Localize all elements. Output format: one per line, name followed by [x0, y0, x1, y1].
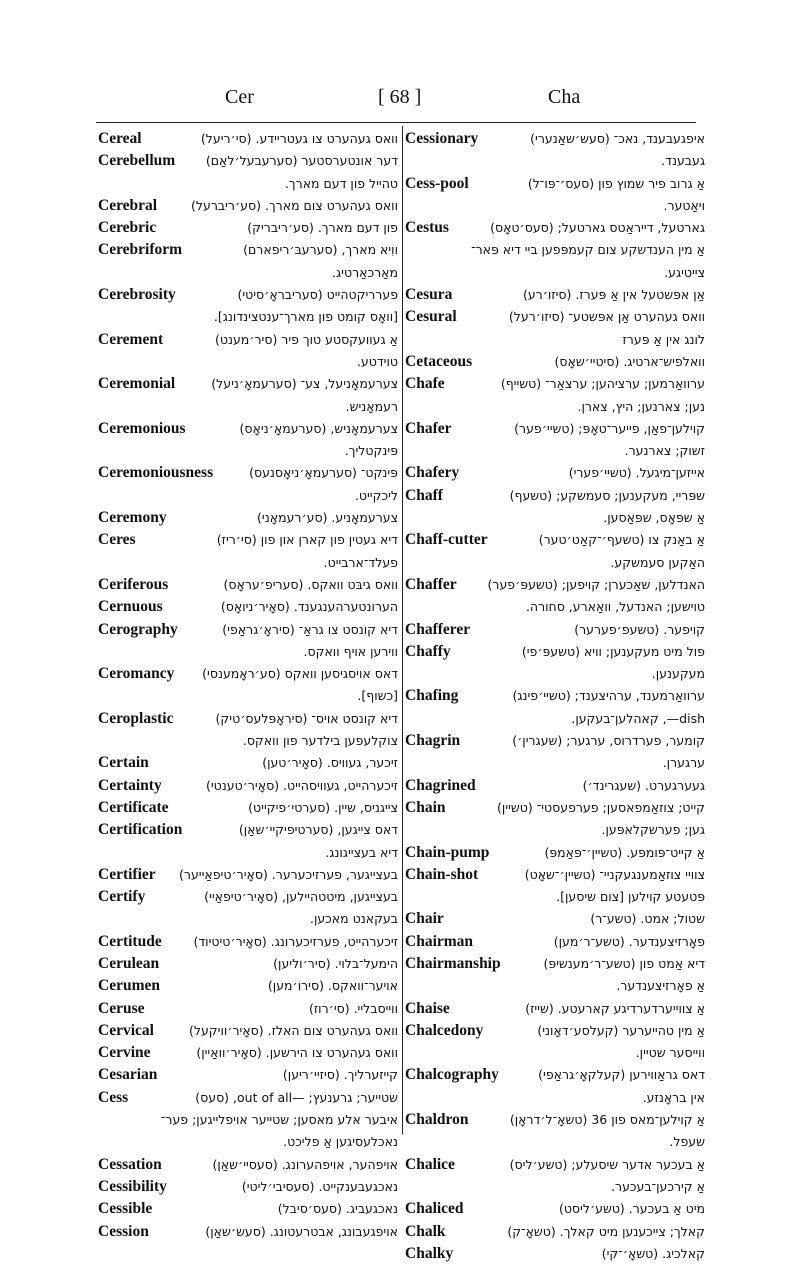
dictionary-entry [405, 418, 705, 440]
dictionary-entry [405, 730, 705, 752]
dictionary-entry [405, 529, 705, 551]
dictionary-entry [405, 797, 705, 819]
definition-text: טוידטע. [356, 353, 398, 369]
definition-text: צערעמאָניע. (סע׳רעמאָני) [257, 510, 398, 526]
header-rule [96, 122, 696, 123]
entry-continuation [405, 1176, 705, 1198]
definition-text: אַ קוילען־מאס פון 36 (טשאָ־ל׳דראָן) [509, 1112, 705, 1128]
dictionary-entry [405, 1020, 705, 1042]
dictionary-entry [405, 1221, 705, 1243]
definition-text: וואס געהערט צום מארך. (סע׳ריברעל) [191, 197, 398, 213]
definition-text: ערוואַרמענד, ערהיצענד; (טשיי׳פינג) [512, 688, 705, 704]
dictionary-entry [98, 128, 398, 150]
definition-text: ווִיא מארך, (סערעבּ׳ריפארם) [243, 242, 398, 258]
entry-continuation [98, 908, 398, 930]
definition-text: וואס געהערט צו הירשען. (סאָיר׳וואַיין) [196, 1045, 398, 1061]
headword: Ceriferous [98, 575, 169, 593]
definition-text: שפּריי, מעקענען; סעמשקע; (טשעף) [509, 487, 705, 503]
headword: Cervine [98, 1044, 151, 1062]
dictionary-entry [405, 1109, 705, 1131]
definition-text: זיכערהייט, פערזיכערונג. (סאָיר׳טיטיוד) [193, 933, 398, 949]
headword: Ceremonial [98, 375, 176, 393]
dictionary-entry [405, 217, 705, 239]
dictionary-entry [98, 329, 398, 351]
entry-continuation [98, 351, 398, 373]
definition-text: פול מיט מעקענען; וויא (טשעפּ׳פי) [521, 643, 705, 659]
definition-text: רעמאָניש. [345, 398, 398, 414]
headword: Cerebrosity [98, 286, 176, 304]
entry-continuation [98, 1109, 398, 1131]
dictionary-entry [98, 507, 398, 529]
definition-text: שטייער; גרענעץ; —out of all, (סעס) [195, 1089, 398, 1105]
dictionary-entry [98, 975, 398, 997]
entry-continuation [98, 1131, 398, 1153]
definition-text: ווייסער שטיין. [635, 1045, 705, 1061]
dictionary-entry [405, 641, 705, 663]
headword: Chaffer [405, 575, 457, 593]
definition-text: זשוק; צארנער. [624, 443, 705, 459]
headword: Cession [98, 1222, 149, 1240]
definition-text: זיכער, געוויס. (סאָיר׳טען) [262, 755, 398, 771]
definition-text: געבענד. [661, 153, 705, 169]
definition-text: אַ צווייערדערדיגע קארעטע. (שייז) [525, 1000, 705, 1016]
headword: Cess-pool [405, 174, 469, 192]
definition-text: צייטיגע. [664, 264, 705, 280]
entry-continuation [405, 507, 705, 529]
definition-text: צערעמאָניעל, צע־ (סערעמאָ׳ניעל) [211, 376, 398, 392]
dictionary-entry [98, 1020, 398, 1042]
definition-text: אַ באַנק צו (טשעף׳־קאַט׳טער) [538, 532, 705, 548]
definition-text: טוישען; האנדעל, וואַארע, סחורה. [525, 599, 705, 615]
definition-text: דיא געטין פון קארן און פון (סי׳ריז) [216, 532, 398, 548]
definition-text: פאָרזיצענדער. (טשע־ר׳מען) [553, 933, 705, 949]
dictionary-entry [98, 1176, 398, 1198]
header-guide-word-left: Cer [225, 86, 254, 108]
dictionary-entry [98, 150, 398, 172]
dictionary-entry [405, 842, 705, 864]
definition-text: דאס גראַווירען (קעלקאָ׳גראַפי) [538, 1067, 705, 1083]
entry-continuation [405, 663, 705, 685]
definition-text: בעצייגער, פערזיכערער. (סאָיר׳טיפאַייער) [179, 866, 398, 882]
headword: Cesura [405, 286, 453, 304]
dictionary-entry [405, 864, 705, 886]
definition-text: פעלד־ארבייט. [323, 554, 398, 570]
headword: Cesural [405, 308, 457, 326]
dictionary-entry [98, 775, 398, 797]
headword: Certificate [98, 798, 169, 816]
headword: Chaise [405, 999, 450, 1017]
definition-text: נאכלעסיגען אַ פליכט. [283, 1134, 398, 1150]
headword: Cessionary [405, 130, 479, 147]
definition-text: קייט; צוזאַמפאסען; פערפעסטי־ (טשיין) [497, 799, 705, 815]
entry-continuation [405, 752, 705, 774]
entry-continuation [405, 239, 705, 261]
definition-text: פון דעם מארך. (סע׳ריבריק) [247, 220, 398, 236]
headword: Chalcography [405, 1066, 499, 1084]
definition-text: ערגערן. [662, 755, 705, 771]
headword: Chalcedony [405, 1021, 484, 1039]
dictionary-entry [98, 708, 398, 730]
dictionary-entry [98, 529, 398, 551]
dictionary-entry [405, 908, 705, 930]
header-guide-word-right: Cha [548, 86, 581, 108]
definition-text: dish—, קאהלען־בעקען. [571, 710, 705, 726]
headword: Ceres [98, 531, 136, 549]
definition-text: אַ מין הענדשקע צום קעמפּפען ביי דיא פּאר־ [471, 242, 705, 258]
entry-continuation [98, 685, 398, 707]
entry-continuation [98, 485, 398, 507]
dictionary-entry [98, 462, 398, 484]
definition-text: גארטעל, דייראַטס גארטעל; (סעס׳טאָס) [490, 220, 705, 236]
dictionary-entry [98, 864, 398, 886]
definition-text: נאכגעביג. (סעס׳סיבל) [277, 1201, 398, 1217]
definition-text: אַ בעכער אדער שיסעלע; (טשע׳ליס) [509, 1156, 705, 1172]
dictionary-entry [405, 373, 705, 395]
definition-text: דאס אויסגיסען וואקס (סע׳ראָמענסי) [202, 666, 398, 682]
definition-text: פּינקטליך. [344, 443, 398, 459]
definition-text: ליכקייט. [354, 487, 398, 503]
definition-text: בעקאנט מאכען. [309, 911, 398, 927]
definition-text: אויער־וואקס. (סירו׳מען) [267, 978, 398, 994]
headword: Chalk [405, 1222, 446, 1240]
definition-text: טהייל פון דעם מארך. [284, 175, 398, 191]
definition-text: [כשוף]. [357, 688, 398, 704]
headword: Cerography [98, 620, 178, 638]
dictionary-entry [98, 373, 398, 395]
definition-text: דיא קונסט אויס־ (סיראָפּלעס׳טיק) [215, 710, 398, 726]
dictionary-entry [98, 1042, 398, 1064]
entry-continuation [405, 975, 705, 997]
headword: Cess [98, 1088, 129, 1106]
entry-continuation [98, 641, 398, 663]
entry-continuation [405, 819, 705, 841]
definition-text: אַ קייט־פּומפּע. (טשיין׳־פּאַמפּ) [544, 844, 705, 860]
entry-continuation [98, 440, 398, 462]
definition-text: וואס געהערט צום האלז. (סאָיר׳וויקעל) [188, 1022, 398, 1038]
headword: Chaffy [405, 642, 451, 660]
headword: Chaff-cutter [405, 531, 488, 549]
dictionary-entry [405, 173, 705, 195]
dictionary-entry [405, 574, 705, 596]
headword: Chain [405, 798, 446, 816]
dictionary-entry [405, 775, 705, 797]
headword: Cessation [98, 1155, 162, 1173]
definition-text: צוויי צוזאַמענגעקניי־ (טשיין׳־שאָט) [524, 866, 705, 882]
definition-text: שעפל. [669, 1134, 705, 1150]
entry-continuation [98, 262, 398, 284]
dictionary-entry [98, 953, 398, 975]
headword: Cerumen [98, 977, 160, 995]
definition-text: ויאַטער. [663, 197, 705, 213]
entry-continuation [405, 886, 705, 908]
definition-text: [וואָס קומט פון מארך־ענטצינדונג]. [213, 309, 398, 325]
definition-text: וואס גיבּט וואקס. (סעריפ׳עראָס) [223, 576, 398, 592]
headword: Chaff [405, 486, 443, 504]
entry-continuation [405, 1131, 705, 1153]
definition-text: ווירען אויף וואקס. [303, 643, 398, 659]
headword: Chafferer [405, 620, 471, 638]
definition-text: קומער, פערדרוס, ערגער; (שעגרין׳) [512, 733, 705, 749]
headword: Certification [98, 821, 183, 839]
headword: Cerebriform [98, 241, 183, 259]
definition-text: מאַרכאַרטיג. [332, 264, 398, 280]
entry-continuation [405, 329, 705, 351]
definition-text: לונג אין אַ פּערז [622, 331, 705, 347]
headword: Chagrined [405, 776, 476, 794]
definition-text: דער אונטערסטער (סערעבעל׳לאַם) [205, 153, 398, 169]
dictionary-entry [98, 752, 398, 774]
definition-text: דאס צייגען, (סערטיפיקיי׳שאַן) [238, 822, 398, 838]
entry-continuation [98, 173, 398, 195]
definition-text: נען; צארנען; היץ, צארן. [577, 398, 705, 414]
definition-text: ווייסבליי. (סי׳רוז) [308, 1000, 398, 1016]
definition-text: אייזען־מיגעל. (טשיי׳פערי) [568, 465, 705, 481]
entry-continuation [405, 552, 705, 574]
entry-continuation [98, 306, 398, 328]
headword: Chaldron [405, 1111, 469, 1129]
headword: Ceremonious [98, 419, 186, 437]
headword: Chair [405, 910, 444, 928]
dictionary-entry [98, 195, 398, 217]
definition-text: קייזערליך. (סיזיי׳ריען) [282, 1067, 398, 1083]
definition-text: וואס געהערט אַן אפּשטע־ (סיזו׳רעל) [508, 309, 705, 325]
definition-text: שטול; אמט. (טשע־ר) [590, 911, 705, 927]
definition-text: איפגעבענד, נאכ־ (סעש׳שאַנערי) [530, 131, 705, 146]
headword: Cerement [98, 330, 164, 348]
dictionary-entry [405, 485, 705, 507]
dictionary-entry [98, 931, 398, 953]
definition-text: האנדלען, שאַכערן; קויפען; (טשעפּ׳פער) [487, 576, 705, 592]
entry-continuation [405, 596, 705, 618]
dictionary-entry [405, 619, 705, 641]
dictionary-entry [405, 462, 705, 484]
headword: Chain-shot [405, 865, 479, 883]
headword: Certify [98, 888, 146, 906]
dictionary-entry [98, 1087, 398, 1109]
headword: Chagrin [405, 732, 461, 750]
definition-text: פּטעטע קוילען [צום שיסען]. [556, 889, 705, 905]
right-column [405, 128, 705, 1265]
definition-text: קאלך; צייכענען מיט קאלך. (טשאָ־ק) [507, 1223, 705, 1239]
entry-continuation [405, 1087, 705, 1109]
headword: Cessible [98, 1200, 153, 1218]
entry-continuation [405, 396, 705, 418]
headword: Chafing [405, 687, 459, 705]
entry-continuation [98, 842, 398, 864]
definition-text: הערונטערהענגענד. (סאָיר׳ניואָס) [220, 599, 398, 615]
dictionary-entry [98, 574, 398, 596]
definition-text: אַ פאָרזיצענדער. [616, 978, 705, 994]
definition-text: מעקענען. [651, 666, 705, 682]
headword: Chafer [405, 419, 452, 437]
dictionary-entry [405, 284, 705, 306]
dictionary-entry [405, 1198, 705, 1220]
headword: Cervical [98, 1021, 154, 1039]
dictionary-entry [98, 284, 398, 306]
dictionary-entry [98, 1221, 398, 1243]
headword: Certitude [98, 932, 162, 950]
page-header [0, 86, 788, 116]
definition-text: אַ גרוב פיר שמוץ פון (סעס׳־פּו־ל) [527, 175, 705, 191]
dictionary-entry [405, 998, 705, 1020]
headword: Ceremoniousness [98, 464, 214, 482]
definition-text: פּינקט־ (סערעמאָ׳ניאָסנעס) [249, 465, 398, 481]
headword: Cereal [98, 130, 142, 147]
dictionary-entry [98, 239, 398, 261]
definition-text: האַקען סעמשקע. [610, 554, 705, 570]
definition-text: ערוואַרמען; ערציהען; ערצאַר־ (טשייף) [500, 376, 705, 392]
headword: Ceroplastic [98, 709, 174, 727]
headword: Chalice [405, 1155, 455, 1173]
definition-text: צוקלעפען בילדער פון וואקס. [242, 733, 398, 749]
dictionary-entry [98, 797, 398, 819]
entry-continuation [405, 195, 705, 217]
entry-continuation [405, 150, 705, 172]
headword: Cerebellum [98, 152, 176, 170]
definition-text: געערגערט. (שעגרינד׳) [582, 777, 705, 793]
headword: Certifier [98, 865, 156, 883]
headword: Cetaceous [405, 352, 473, 370]
headword: Cesarian [98, 1066, 158, 1084]
definition-text: אַ קירכען־בעכער. [611, 1178, 705, 1194]
definition-text: נאכגעבענקייט. (סעסיבי׳ליטי) [241, 1178, 398, 1194]
entry-continuation [405, 262, 705, 284]
definition-text: פערריקטהייט (סעריבראָ׳סיטי) [237, 287, 398, 303]
definition-text: זיכערהייט, געוויסהייט. (סאָיר׳טענטי) [205, 777, 398, 793]
headword: Certain [98, 754, 149, 772]
column-divider [402, 126, 403, 1134]
headword: Cernuous [98, 598, 163, 616]
entry-continuation [405, 708, 705, 730]
headword: Cerulean [98, 954, 160, 972]
entry-continuation [98, 730, 398, 752]
headword: Chairmanship [405, 954, 501, 972]
headword: Ceromancy [98, 665, 175, 683]
headword: Cerebral [98, 196, 158, 214]
headword: Chain-pump [405, 843, 490, 861]
definition-text: קוילען־פאַן, פייער־טאָפּ; (טשיי׳פער) [514, 420, 705, 436]
dictionary-entry [405, 1243, 705, 1265]
dictionary-entry [98, 217, 398, 239]
definition-text: גען; פערשקלאפּען. [601, 822, 705, 838]
dictionary-entry [405, 1064, 705, 1086]
definition-text: וואס געהערט צו געטריידע. (סי׳ריעל) [200, 131, 398, 146]
headword: Certainty [98, 776, 162, 794]
definition-text: צייגניס, שיין. (סערטי׳פיקייט) [248, 799, 398, 815]
dictionary-entry [98, 596, 398, 618]
definition-text: דיא קונסט צו גראַ־ (סיראָ׳גראַפי) [222, 621, 398, 637]
definition-text: קאלכיג. (טשאָ׳־קי) [601, 1245, 705, 1261]
page-number: [ 68 ] [378, 86, 422, 108]
definition-text: אויפגעבונג, אבטרעטונג. (סעש׳שאַן) [205, 1223, 398, 1239]
dictionary-entry [98, 418, 398, 440]
headword: Cestus [405, 219, 449, 237]
headword: Chaliced [405, 1200, 464, 1218]
definition-text: וואלפיש־ארטיג. (סיטיי׳שאָס) [554, 353, 705, 369]
dictionary-entry [98, 619, 398, 641]
definition-text: בעצייגען, מיטטהיילען, (סאָיר׳טיפאַיי) [204, 889, 398, 905]
dictionary-entry [98, 663, 398, 685]
dictionary-entry [405, 931, 705, 953]
headword: Ceruse [98, 999, 145, 1017]
definition-text: אַ מין טהייערער (קעלסע׳דאָוני) [537, 1022, 705, 1038]
definition-text: אַ שפּאָס, שפּאַסען. [603, 510, 705, 526]
dictionary-entry [405, 953, 705, 975]
dictionary-entry [98, 998, 398, 1020]
dictionary-entry [405, 351, 705, 373]
dictionary-entry [98, 1154, 398, 1176]
dictionary-entry [405, 306, 705, 328]
headword: Chafe [405, 375, 445, 393]
entry-continuation [98, 396, 398, 418]
dictionary-entry [98, 1064, 398, 1086]
definition-text: מיט אַ בעכער. (טשע׳ליסט) [558, 1201, 705, 1217]
dictionary-entry [405, 685, 705, 707]
dictionary-entry [98, 819, 398, 841]
definition-text: צערעמאָניש, (סערעמאָ׳ניאָס) [239, 420, 398, 436]
entry-continuation [405, 440, 705, 462]
headword: Cessibility [98, 1177, 167, 1195]
definition-text: דיא בעצייגונג. [325, 844, 398, 860]
entry-continuation [405, 1042, 705, 1064]
headword: Cerebric [98, 219, 157, 237]
headword: Ceremony [98, 509, 167, 527]
entry-continuation [98, 552, 398, 574]
definition-text: קויפער. (טשעפ׳פערער) [574, 621, 705, 637]
dictionary-entry [405, 1154, 705, 1176]
headword: Chalky [405, 1244, 454, 1262]
definition-text: אויפהער, אויפהערונג. (סעסיי׳שאַן) [212, 1156, 398, 1172]
definition-text: הימעל־בלוי. (סיר׳וליען) [273, 955, 398, 971]
dictionary-entry [98, 886, 398, 908]
definition-text: אַן אפּשטעל אין אַ פּערז. (סיזו׳רע) [522, 287, 705, 303]
definition-text: דיא אַמט פון (טשע־ר׳מענשיפּ) [543, 955, 705, 971]
headword: Chafery [405, 464, 460, 482]
dictionary-entry [98, 1198, 398, 1220]
left-column [98, 128, 398, 1243]
headword: Chairman [405, 932, 474, 950]
definition-text: אין בראָנזע. [642, 1089, 705, 1105]
dictionary-entry [405, 128, 705, 150]
definition-text: אַ געוועקסטע טוך פיר (סיר׳מענט) [215, 331, 398, 347]
definition-text: איבער אלע מאסען; שטייער אויפלייגען; פער־ [160, 1112, 398, 1128]
